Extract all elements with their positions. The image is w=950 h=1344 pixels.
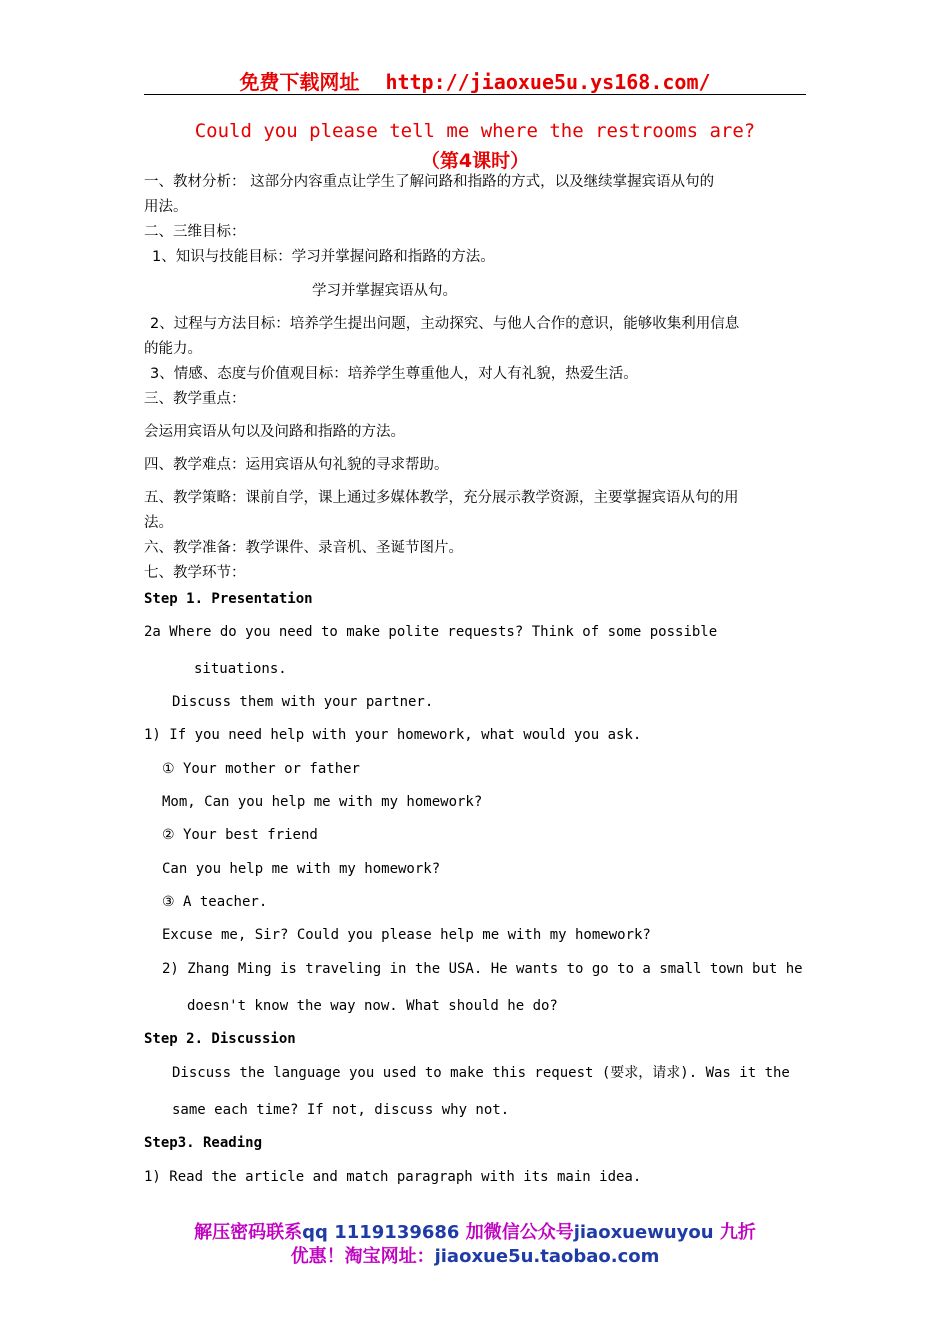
footer-taobao-link[interactable]: jiaoxue5u.taobao.com [434, 1246, 660, 1267]
text-line: Excuse me, Sir? Could you please help me with my homework? [162, 927, 651, 943]
text-line: 2、过程与方法目标：培养学生提出问题，主动探究、与他人合作的意识，能够收集利用信息 [150, 316, 740, 332]
list-item: ① Your mother or father [162, 761, 360, 777]
header-url-link[interactable]: http://jiaoxue5u.ys168.com/ [385, 70, 711, 94]
text-line: doesn't know the way now. What should he do? [187, 998, 558, 1014]
text-line: 1) Read the article and match paragraph with its main idea. [144, 1169, 642, 1185]
text-line: Discuss them with your partner. [172, 694, 434, 710]
section-heading: 六、教学准备：教学课件、录音机、圣诞节图片。 [144, 540, 463, 556]
footer-text: 加微信公众号 [465, 1222, 574, 1243]
footer-wechat: jiaoxuewuyou [573, 1222, 714, 1243]
text-line: 2a Where do you need to make polite requests? Think of some possible [144, 624, 718, 640]
text-line: 的能力。 [144, 341, 202, 357]
lesson-subtitle: （第4课时） [420, 150, 530, 172]
text-line: situations. [194, 661, 287, 677]
footer-qq: qq 1119139686 [302, 1222, 460, 1243]
lesson-title: Could you please tell me where the restrooms are? [194, 120, 756, 142]
text-line: 1、知识与技能目标：学习并掌握问路和指路的方法。 [152, 249, 495, 265]
footer-text: 解压密码联系 [194, 1222, 303, 1243]
text-line: 学习并掌握宾语从句。 [312, 283, 457, 299]
footer-text: 九折 [719, 1222, 756, 1243]
header-divider [144, 94, 806, 95]
step-heading: Step 2. Discussion [144, 1031, 296, 1047]
section-heading: 二、三维目标： [144, 224, 246, 240]
text-line: 法。 [144, 515, 173, 531]
step-heading: Step3. Reading [144, 1135, 263, 1151]
list-item: ② Your best friend [162, 827, 318, 843]
step-heading: Step 1. Presentation [144, 591, 313, 607]
footer-text: 优惠！淘宝网址： [290, 1246, 435, 1267]
text-line: 用法。 [144, 199, 188, 215]
section-heading: 三、教学重点： [144, 391, 246, 407]
text-line: Discuss the language you used to make this request (要求，请求). Was it the [172, 1065, 790, 1081]
text-line: Mom, Can you help me with my homework? [162, 794, 483, 810]
header [144, 66, 806, 95]
text-line: 会运用宾语从句以及问路和指路的方法。 [144, 424, 405, 440]
footer-line-2 [144, 1242, 806, 1268]
section-heading: 七、教学环节： [144, 565, 246, 581]
header-label: 免费下载网址 [239, 70, 360, 94]
text-line: 一、教材分析： 这部分内容重点让学生了解问路和指路的方式，以及继续掌握宾语从句的 [144, 174, 715, 190]
section-heading: 四、教学难点：运用宾语从句礼貌的寻求帮助。 [144, 457, 449, 473]
text-line: 2) Zhang Ming is traveling in the USA. He wants to go to a small town but he [162, 961, 803, 977]
text-line: same each time? If not, discuss why not. [172, 1102, 510, 1118]
text-line: 1) If you need help with your homework, what would you ask. [144, 727, 642, 743]
list-item: ③ A teacher. [162, 894, 268, 910]
text-line: Can you help me with my homework? [162, 861, 441, 877]
text-line: 五、教学策略：课前自学，课上通过多媒体教学，充分展示教学资源，主要掌握宾语从句的用 [144, 490, 739, 506]
text-line: 3、情感、态度与价值观目标：培养学生尊重他人，对人有礼貌，热爱生活。 [150, 366, 638, 382]
footer-line-1 [144, 1218, 806, 1244]
